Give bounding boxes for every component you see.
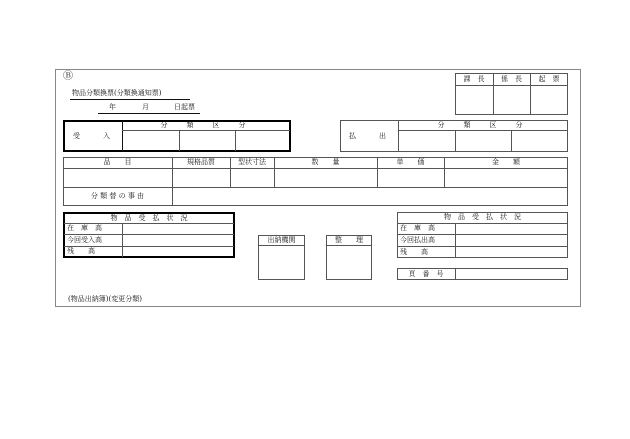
title-underline — [70, 99, 190, 100]
form-title: 物品分類換票(分類換通知票) — [72, 89, 162, 97]
approval-issuer: 起 票 — [538, 74, 560, 83]
approval-unit-chief: 係 長 — [501, 74, 522, 83]
payout-label: 払 出 — [349, 131, 389, 140]
circle-mark: Ⓑ — [63, 71, 73, 82]
date-underline — [98, 113, 200, 114]
status-left-received: 今回受入高 — [67, 235, 102, 244]
col-unit-price: 単 価 — [396, 158, 425, 166]
payout-category-header: 分 類 区 分 — [437, 121, 529, 129]
status-left-balance: 残 高 — [67, 247, 95, 255]
status-right-paid-out: 今回払出高 — [400, 235, 435, 244]
receive-label: 受 入 — [73, 131, 113, 140]
status-right-title: 物 品 受 払 状 況 — [444, 213, 521, 221]
arrangement-stamp-label: 整 理 — [335, 235, 363, 244]
status-left-title: 物 品 受 払 状 況 — [110, 213, 188, 222]
receive-category-header: 分 類 区 分 — [160, 121, 252, 129]
approval-section-chief: 課 長 — [463, 74, 485, 83]
footer-note: (物品出納簿)(変更分類) — [68, 295, 142, 303]
col-quantity: 数 量 — [311, 158, 340, 166]
col-item: 品 目 — [103, 158, 132, 166]
status-right-stock: 在 庫 高 — [400, 224, 435, 232]
date-day-issued: 日起票 — [174, 103, 195, 111]
issuer-stamp-label: 出納機関 — [267, 235, 296, 244]
col-amount: 金 額 — [492, 158, 520, 166]
date-year: 年 — [109, 103, 116, 111]
status-left-stock: 在 庫 高 — [67, 224, 102, 232]
col-shape: 型状寸法 — [238, 158, 266, 166]
col-spec: 規格品質 — [187, 158, 215, 166]
page-number-label: 頁 番 号 — [408, 269, 444, 278]
status-right-balance: 残 高 — [400, 247, 428, 256]
reason-label: 分 類 替 の 事 由 — [90, 192, 145, 200]
date-month: 月 — [142, 103, 149, 111]
